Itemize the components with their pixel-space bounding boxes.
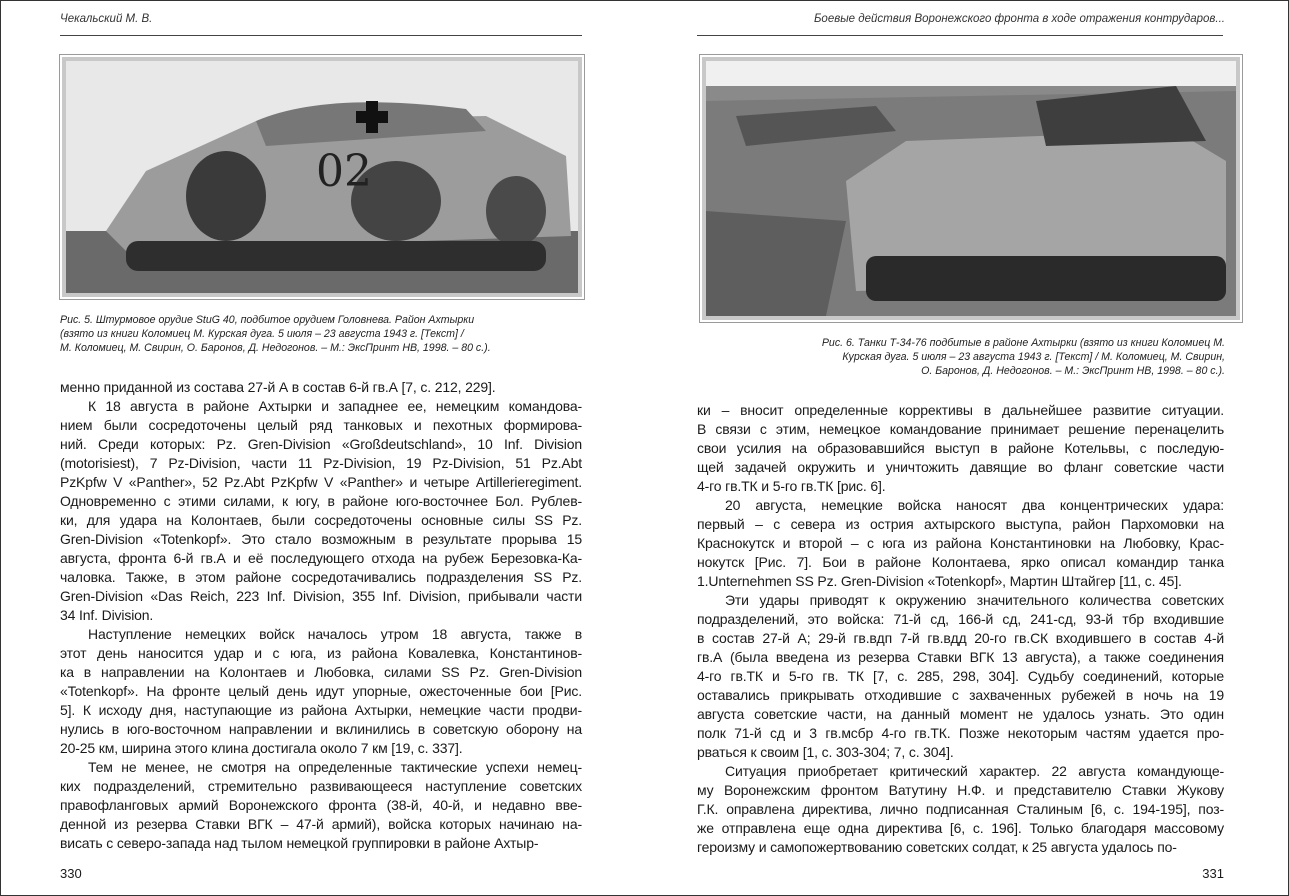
page-number: 330	[60, 866, 82, 881]
text-line: Краснокутск и второй – с юга из района Константиновки на Любовку, Крас-	[697, 535, 1224, 551]
text-line: Г.К. оправлена директива, лично подписанная Сталиным [6, с. 194-195], поз-	[697, 801, 1224, 817]
page-number: 331	[1202, 866, 1224, 881]
body-text	[60, 378, 582, 853]
text-line: Ситуация приобретает критический характер. 22 августа командующе-	[725, 763, 1224, 779]
text-line: Gren-Division «Totenkopf». Это стало возможным в результате прорыва 15	[60, 531, 582, 547]
caption-line: Курская дуга. 5 июля – 23 августа 1943 г. [Текст] / М. Коломиец, М. Свирин,	[842, 351, 1225, 364]
figure-5-photo	[62, 57, 582, 297]
text-line: щей задачей окружить и уничтожить давящие во фланг советские части	[697, 459, 1224, 475]
text-line: в состав 27-й А; 29-й гв.вдп 7-й гв.вдд 20-го гв.СК входившего в состав 4-й	[697, 630, 1224, 646]
text-line: менно приданной из состава 27-й А в состав 6-й гв.А [7, с. 212, 229].	[60, 379, 496, 395]
text-line: рваться к своим [1, с. 303-304; 7, с. 304].	[697, 744, 954, 760]
text-line: первый – с севера из острия ахтырского выступа, район Пархомовки на	[697, 516, 1224, 532]
text-line: подразделений, это войска: 71-й сд, 166-й сд, 241-сд, 93-й тбр входившие	[697, 611, 1224, 627]
text-line: полк 71-й сд и 3 гв.мсбр 4-го гв.ТК. Позже некоторым частям удается про-	[697, 725, 1224, 741]
text-line: ка в направлении на Колонтаев и Любовка, силами SS Pz. Gren-Division	[60, 664, 582, 680]
text-line: 4-го гв.ТК и 5-го гв. ТК [7, с. 285, 298, 304]. Судьбу соединений, которые	[697, 668, 1224, 684]
text-line: В связи с этим, немецкое командование принимает решение перенацелить	[697, 421, 1224, 437]
text-line: ких подразделений, стремительно развивающееся наступление советских	[60, 778, 582, 794]
running-head: Боевые действия Воронежского фронта в ходе отражения контрударов...	[813, 13, 1225, 25]
text-line: 4-го гв.ТК и 5-го гв.ТК [рис. 6].	[697, 478, 886, 494]
caption-line: Рис. 6. Танки Т-34-76 подбитые в районе Ахтырки (взято из книги Коломиец М.	[821, 337, 1225, 349]
text-line: 20 августа, немецкие войска наносят два концентрических удара:	[725, 497, 1224, 513]
left-page	[0, 0, 644, 896]
text-line: денной из резерва Ставки ВГК – 47-й армий), войска которых начинаю на-	[60, 816, 582, 832]
text-line: ки – вносит определенные коррективы в дальнейшее развитие ситуации.	[697, 402, 1224, 418]
text-line: гв.А (была введена из резерва Ставки ВГК 13 августа), а также соединения	[697, 649, 1224, 665]
text-line: Эти удары приводят к окружению значительного количества советских	[725, 592, 1224, 608]
text-line: августа советские части, на данный момент не удалось узнать. Это один	[697, 706, 1224, 722]
caption-line: Рис. 5. Штурмовое орудие StuG 40, подбитое орудием Головнева. Район Ахтырки	[60, 314, 475, 326]
text-line: 5]. К исходу дня, наступающие из района Ахтырки, немецкие части продви-	[60, 702, 582, 718]
caption-line: О. Баронов, Д. Недогонов. – М.: ЭксПринт НВ, 1998. – 80 с.).	[921, 365, 1225, 378]
text-line: Одновременно с этими силами, к югу, в районе юго-восточнее Бол. Рублев-	[60, 493, 582, 509]
text-line: 34 Inf. Division.	[60, 607, 154, 623]
text-line: свои усилия на образовавшийся выступ в районе Котельвы, с последую-	[697, 440, 1224, 456]
text-line: этот день наносится удар и с юга, из района Ковалевка, Константинов-	[60, 645, 582, 661]
caption-line: М. Коломиец, М. Свирин, О. Баронов, Д. Недогонов. – М.: ЭксПринт НВ, 1998. – 80 с.).	[60, 342, 491, 355]
text-line: нием были сосредоточены целый ряд танковых и пехотных формирова-	[60, 417, 582, 433]
figure-5-caption	[60, 313, 491, 356]
text-line: му Воронежским фронтом Ватутину Н.Ф. и представителю Ставки Жукову	[697, 782, 1224, 798]
text-line: Наступление немецких войск началось утром 18 августа, также в	[88, 626, 582, 642]
text-line: оставались прикрывать отходившие с захваченных рубежей в ночь на 19	[697, 687, 1224, 703]
text-line: Тем не менее, не смотря на определенные тактические успехи немец-	[88, 759, 582, 775]
text-line: К 18 августа в районе Ахтырки и западнее ее, немецким командова-	[88, 398, 582, 414]
header-rule	[697, 35, 1223, 36]
text-line: «Totenkopf». На фронте целый день идут упорные, ожесточенные бои [Рис.	[60, 683, 582, 699]
text-line: нокутск [Рис. 7]. Бои в районе Колонтаева, ярко описал командир танка	[697, 554, 1224, 570]
text-line: ний. Среди которых: Pz. Gren-Division «Großdeutschland», 10 Inf. Division	[60, 436, 582, 452]
body-text	[697, 401, 1224, 857]
text-line: 20-25 км, ширина этого клина достигала около 7 км [19, с. 337].	[60, 740, 463, 756]
text-line: (motorisiest), 7 Pz-Division, части 11 Pz-Division, 19 Pz-Division, 51 Pz.Abt	[60, 455, 582, 471]
text-line: чаловка. Также, в этом районе сосредотачивались подразделения SS Pz.	[60, 569, 582, 585]
running-head: Чекальский М. В.	[60, 13, 153, 25]
text-line: августа, фронта 6-й гв.А и её последующего отхода на рубеж Березовка-Ка-	[60, 550, 582, 566]
text-line: PzKpfw V «Panther», 52 Pz.Abt PzKpfw V «Panther» и четыре Artillerieregiment.	[60, 474, 582, 490]
text-line: героизму и самопожертвованию советских солдат, к 25 августа удалось по-	[697, 839, 1177, 855]
text-line: же отправлена еще одна директива [6, с. 196]. Только благодаря массовому	[697, 820, 1224, 836]
text-line: ки, для удара на Колонтаев, были сосредоточены основные силы SS Pz.	[60, 512, 582, 528]
stug-number-label: 02	[316, 146, 372, 197]
header-rule	[60, 35, 582, 36]
figure-6-photo	[702, 57, 1240, 320]
text-line: Gren-Division «Das Reich, 223 Inf. Division, 355 Inf. Division, прибывали части	[60, 588, 582, 604]
right-page	[644, 0, 1289, 896]
text-line: висать с северо-запада над тылом немецкой группировки в районе Ахтыр-	[60, 835, 539, 851]
text-line: правофланговых армий Воронежского фронта (38-й, 40-й, и недавно вве-	[60, 797, 582, 813]
text-line: 1.Unternehmen SS Pz. Gren-Division «Totenkopf», Мартин Штайгер [11, с. 45].	[697, 573, 1182, 589]
caption-line: (взято из книги Коломиец М. Курская дуга. 5 июля – 23 августа 1943 г. [Текст] /	[60, 328, 464, 341]
figure-6-caption	[822, 336, 1225, 379]
text-line: нулись в юго-восточном направлении и вклинились в советскую оборону на	[60, 721, 582, 737]
